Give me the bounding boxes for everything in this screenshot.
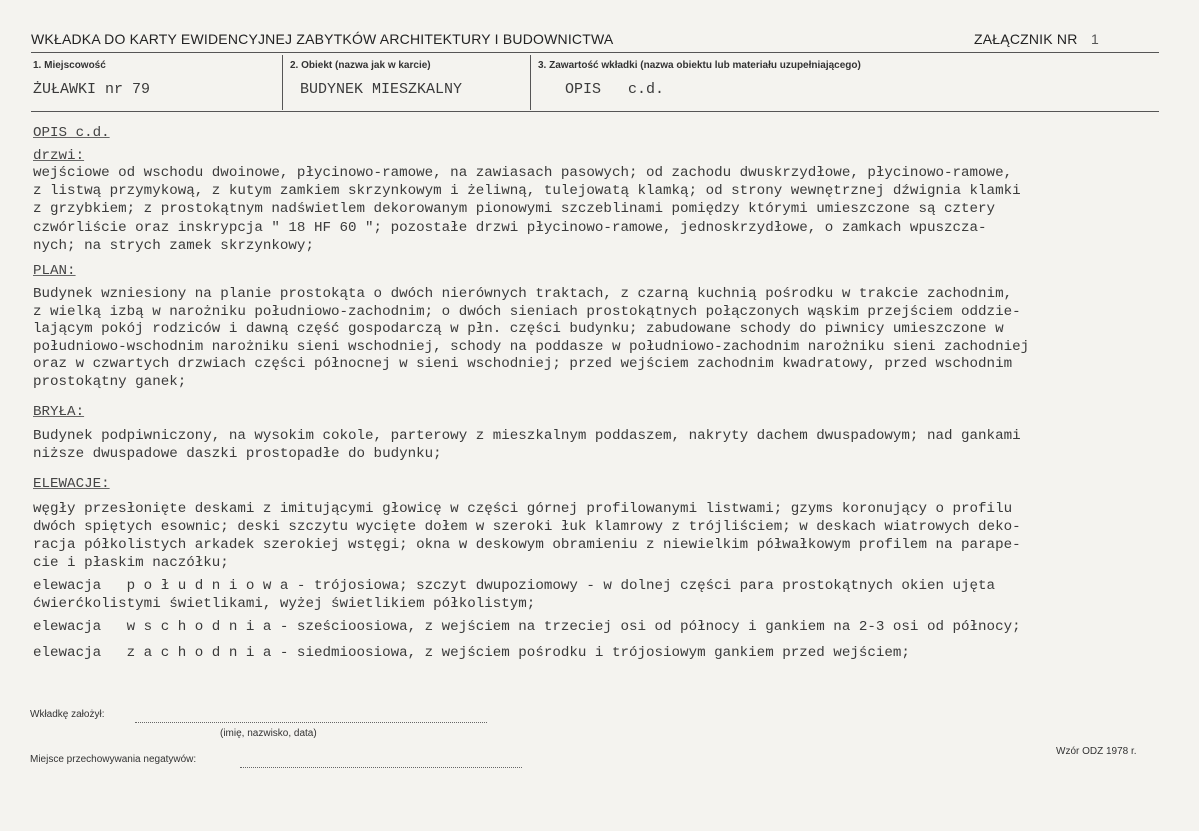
drzwi-line: czwórliście oraz inskrypcja " 18 HF 60 "; pozostałe drzwi płycinowo-ramowe, jednoskrzydłowe, o zamkach wpuszcza- [33, 219, 987, 236]
annex-label: ZAŁĄCZNIK NR [974, 31, 1078, 47]
plan-line: Budynek wzniesiony na planie prostokąta o dwóch nierównych traktach, z czarną kuchnią pośrodku w trakcie zachodnim, [33, 286, 1013, 302]
bryla-heading: BRYŁA: [33, 404, 85, 420]
elev-east-line: elewacja w s c h o d n i a - sześcioosiowa, z wejściem na trzeciej osi od północy i gankiem na 2-3 osi od północy; [33, 619, 1021, 635]
bryla-line: Budynek podpiwniczony, na wysokim cokole, parterowy z mieszkalnym poddaszem, nakryty dachem dwuspadowym; nad gankami [33, 428, 1021, 444]
elewacje-line: węgły przesłonięte deskami z imitującymi głowicę w części górnej profilowanymi listwami; gzyms koronujący o profilu [33, 501, 1013, 517]
plan-line: oraz w czwartych drzwiach części północnej w sieni wschodniej; przed wejściem zachodnim kwadratowy, przed wschodnim [33, 356, 1013, 373]
place-value: ŻUŁAWKI nr 79 [33, 81, 151, 98]
fields-rule [31, 111, 1159, 112]
field-divider-1 [282, 55, 283, 110]
drzwi-line: wejściowe od wschodu dwoinowe, płycinowo-ramowe, na zawiasach pasowych; od zachodu dwuskrzydłowe, płycinowo-ramowe, [33, 165, 1013, 181]
annex-number: 1 [1091, 31, 1099, 47]
plan-line: z wielką izbą w narożniku południowo-zachodnim; o dwóch sieniach prostokątnych połączonych wąskim przejściem oddzie- [33, 303, 1021, 320]
plan-line: lającym pokój rodziców i dawną część gospodarczą w płn. części budynku; zabudowane schody do piwnicy umieszczone w [33, 321, 1004, 338]
form-title: WKŁADKA DO KARTY EWIDENCYJNEJ ZABYTKÓW ARCHITEKTURY I BUDOWNICTWA [31, 31, 614, 47]
plan-paragraph [33, 286, 1029, 392]
content-value: OPIS c.d. [565, 81, 665, 98]
content-label: 3. Zawartość wkładki (nazwa obiektu lub materiału uzupełniającego) [538, 60, 861, 71]
object-label: 2. Obiekt (nazwa jak w karcie) [290, 60, 431, 71]
elewacje-line: cie i płaskim naczółku; [33, 555, 229, 571]
bryla-line: niższe dwuspadowe daszki prostopadłe do budynku; [33, 445, 442, 462]
elewacje-line: dwóch spiętych esownic; deski szczytu wycięte dołem w szeroki łuk klamrowy z trójliściem; w deskach wiatrowych deko- [33, 519, 1021, 535]
object-value: BUDYNEK MIESZKALNY [300, 81, 463, 98]
negatives-line [240, 767, 522, 768]
drzwi-paragraph [33, 164, 1021, 255]
drzwi-heading: drzwi: [33, 148, 85, 164]
negatives-label: Miejsce przechowywania negatywów: [30, 754, 197, 765]
elewacje-heading: ELEWACJE: [33, 476, 110, 492]
plan-line: południowo-wschodnim narożniku sieni wschodniej, schody na poddasze w południowo-zachodnim narożniku sieni zachodniej [33, 338, 1030, 355]
field-divider-2 [530, 55, 531, 110]
header-rule [31, 52, 1159, 53]
plan-line: prostokątny ganek; [33, 373, 187, 390]
bryla-paragraph [33, 428, 1021, 463]
plan-heading: PLAN: [33, 263, 76, 279]
elev-south-line: ćwierćkolistymi świetlikami, wyżej świetlikiem półkolistym; [33, 596, 536, 612]
place-label: 1. Miejscowość [33, 60, 106, 71]
elev-west-line: elewacja z a c h o d n i a - siedmioosiowa, z wejściem pośrodku i trójosiowym gankiem przed wejściem; [33, 645, 910, 661]
elev-south-line: elewacja p o ł u d n i o w a - trójosiowa; szczyt dwupoziomowy - w dolnej części para prostokątnych okien ujęta [33, 578, 996, 594]
drzwi-line: z grzybkiem; z prostokątnym nadświetlem dekorowanym pionowymi szczeblinami pomiędzy którymi umieszczone są cztery [33, 201, 996, 218]
drzwi-line: z listwą przymykową, z kutym zamkiem skrzynkowym i żeliwną, tulejowatą klamką; od strony wewnętrznej dźwignia klamki [33, 183, 1021, 200]
founder-label: Wkładkę założył: [30, 709, 105, 720]
template-note: Wzór ODZ 1978 r. [1056, 746, 1137, 757]
founder-hint: (imię, nazwisko, data) [220, 728, 317, 739]
elewacje-line: racja półkolistych arkadek szerokiej wstęgi; okna w deskowym obramieniu z niewielkim półwałkowym profilem na parape- [33, 537, 1021, 553]
opis-heading: OPIS c.d. [33, 125, 110, 141]
elev-south-paragraph [33, 577, 995, 613]
founder-line [135, 722, 487, 723]
elewacje-paragraph [33, 500, 1021, 572]
drzwi-line: nych; na strych zamek skrzynkowy; [33, 237, 314, 254]
